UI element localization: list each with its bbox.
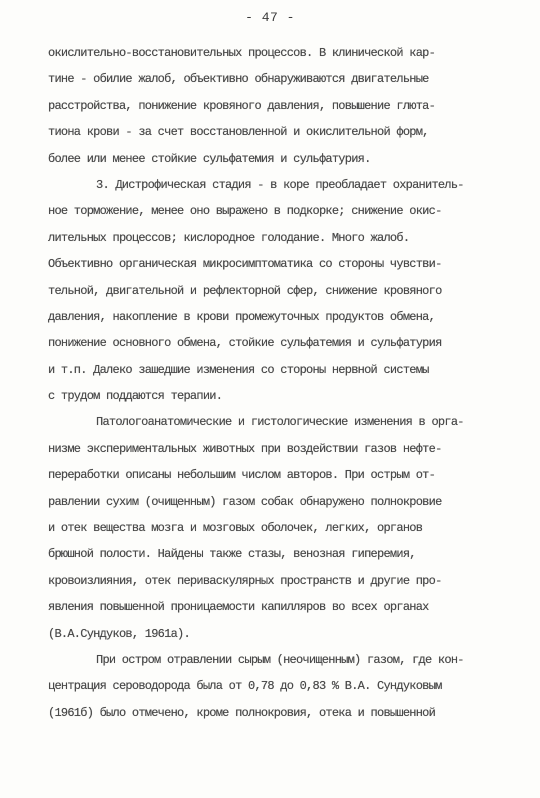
body-text [48, 40, 496, 726]
text-line: низме экспериментальных животных при воздействии газов нефте- [48, 441, 442, 456]
paragraph-start-line: Патологоанатомические и гистологические изменения в орга- [96, 415, 464, 430]
text-line: кровоизлияния, отек периваскулярных пространств и другие про- [48, 573, 442, 588]
text-line: явления повышенной проницаемости капилляров во всех органах [48, 600, 429, 615]
paragraph-start-line: При остром отравлении сырым (неочищенным) газом, где кон- [96, 652, 464, 667]
text-line: окислительно-восстановительных процессов. В клинической кар- [48, 46, 436, 60]
text-line: понижение основного обмена, стойкие сульфатемия и сульфатурия [48, 336, 442, 351]
text-line: тиона крови - за счет восстановленной и окислительной форм, [48, 125, 429, 140]
paragraph-start-line: 3. Дистрофическая стадия - в коре преобладает охранитель- [96, 177, 464, 192]
text-line: (1961б) было отмечено, кроме полнокровия, отека и повышенной [48, 705, 436, 720]
text-line: центрация сероводорода была от 0,78 до 0,83 % В.А. Сундуковым [48, 679, 442, 694]
text-line: равлении сухим (очищенным) газом собак обнаружено полнокровие [48, 494, 442, 509]
text-line: с трудом поддаются терапии. [48, 389, 223, 404]
text-line: расстройства, понижение кровяного давления, повышение глюта- [48, 98, 436, 113]
text-line: и т.п. Далеко зашедшие изменения со стороны нервной системы [48, 362, 429, 377]
text-line: давления, накопление в крови промежуточных продуктов обмена, [48, 309, 436, 324]
text-line: (В.А.Сундуков, 1961а). [48, 626, 190, 641]
text-line: тельной, двигательной и рефлекторной сфер, снижение кровяного [48, 283, 442, 298]
text-line: брюшной полости. Найдены также стазы, венозная гиперемия, [48, 547, 416, 562]
text-line: тине - обилие жалоб, объективно обнаруживаются двигательные [48, 72, 429, 87]
text-line: лительных процессов; кислородное голодание. Много жалоб. [48, 230, 410, 245]
text-line: Объективно органическая микросимптоматика со стороны чувстви- [48, 257, 442, 272]
text-line: более или менее стойкие сульфатемия и сульфатурия. [48, 151, 371, 166]
text-line: и отек вещества мозга и мозговых оболочек, легких, органов [48, 521, 423, 536]
page-number: - 47 - [245, 10, 295, 25]
text-line: ное торможение, менее оно выражено в подкорке; снижение окис- [48, 204, 442, 219]
text-line: переработки описаны небольшим числом авторов. При острым от- [48, 468, 436, 483]
